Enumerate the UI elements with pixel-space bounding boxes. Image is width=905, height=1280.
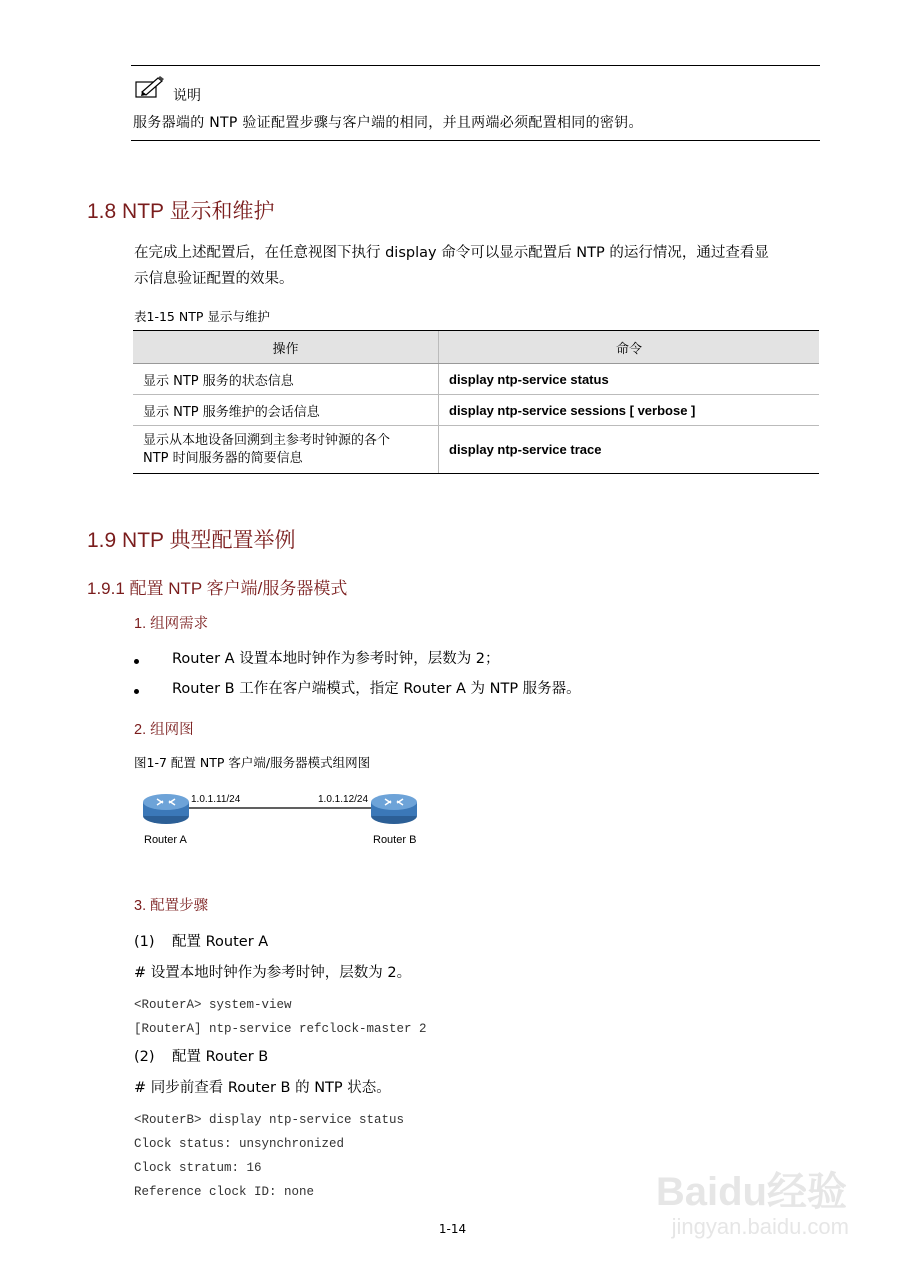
requirement-item-2: Router B 工作在客户端模式，指定 Router A 为 NTP 服务器。: [172, 681, 581, 697]
router-b-ip: 1.0.1.12/24: [318, 794, 369, 805]
step-2-number: (2): [134, 1049, 155, 1065]
table-row: [133, 364, 819, 395]
table-row: [133, 426, 819, 474]
steps-heading: 3. 配置步骤: [134, 898, 209, 914]
table-row: [133, 395, 819, 426]
note-label: 说明: [173, 88, 201, 104]
code-line: Clock stratum: 16: [134, 1161, 262, 1175]
baidu-watermark-url: jingyan.baidu.com: [671, 1214, 849, 1239]
note-bottom-rule: [131, 140, 820, 141]
table-cell-operation: 显示 NTP 服务维护的会话信息: [133, 395, 439, 426]
paragraph-line-2: 示信息验证配置的效果。: [134, 271, 294, 287]
paragraph-line-1: 在完成上述配置后，在任意视图下执行 display 命令可以显示配置后 NTP 的运行情况，通过查看显: [134, 245, 769, 261]
section-1-8-heading: 1.8 NTP 显示和维护: [87, 200, 275, 223]
requirements-heading: 1. 组网需求: [134, 616, 209, 632]
pencil-note-icon: [134, 74, 166, 100]
step-1-comment: # 设置本地时钟作为参考时钟，层数为 2。: [134, 965, 412, 981]
router-a-icon: [143, 794, 189, 824]
router-b-icon: [371, 794, 417, 824]
table-cell-operation: [133, 426, 439, 474]
step-1-label: 配置 Router A: [172, 934, 269, 950]
figure-caption: 图1-7 配置 NTP 客户端/服务器模式组网图: [134, 755, 371, 770]
code-line: <RouterA> system-view: [134, 998, 292, 1012]
code-line: Clock status: unsynchronized: [134, 1137, 345, 1151]
page-number: 1-14: [438, 1222, 467, 1236]
code-line: <RouterB> display ntp-service status: [134, 1113, 405, 1127]
network-diagram: [130, 780, 430, 850]
table-cell-operation: 显示 NTP 服务的状态信息: [133, 364, 439, 395]
step-2-label: 配置 Router B: [172, 1049, 269, 1065]
router-a-label: Router A: [144, 834, 187, 846]
note-text: 服务器端的 NTP 验证配置步骤与客户端的相同，并且两端必须配置相同的密钥。: [133, 115, 643, 131]
ntp-display-table: [133, 330, 819, 474]
section-1-9-heading: 1.9 NTP 典型配置举例: [87, 529, 296, 552]
table-header-row: [133, 331, 819, 364]
section-1-8-paragraph: [134, 240, 769, 292]
section-1-9-1-heading: 1.9.1 配置 NTP 客户端/服务器模式: [87, 579, 348, 598]
table-header-command: 命令: [439, 331, 820, 364]
router-b-label: Router B: [373, 834, 417, 846]
diagram-heading: 2. 组网图: [134, 722, 194, 738]
table-cell-command: display ntp-service sessions [ verbose ]: [439, 395, 820, 426]
table-header-operation: 操作: [133, 331, 439, 364]
code-line: Reference clock ID: none: [134, 1185, 315, 1199]
table-cell-command: display ntp-service trace: [439, 426, 820, 474]
baidu-watermark: Baidu经验: [655, 1170, 847, 1214]
bullet-icon: [134, 659, 139, 664]
table-cell-command: display ntp-service status: [439, 364, 820, 395]
bullet-icon: [134, 689, 139, 694]
requirement-item-1: Router A 设置本地时钟作为参考时钟，层数为 2；: [172, 651, 500, 667]
code-line: [RouterA] ntp-service refclock-master 2: [134, 1022, 427, 1036]
step-1-number: (1): [134, 934, 155, 950]
operation-line-2: NTP 时间服务器的简要信息: [143, 450, 303, 466]
note-top-rule: [131, 65, 820, 66]
table-caption: 表1-15 NTP 显示与维护: [134, 309, 270, 324]
router-a-ip: 1.0.1.11/24: [191, 794, 241, 805]
step-2-comment: # 同步前查看 Router B 的 NTP 状态。: [134, 1080, 391, 1096]
operation-line-1: 显示从本地设备回溯到主参考时钟源的各个: [143, 432, 391, 448]
